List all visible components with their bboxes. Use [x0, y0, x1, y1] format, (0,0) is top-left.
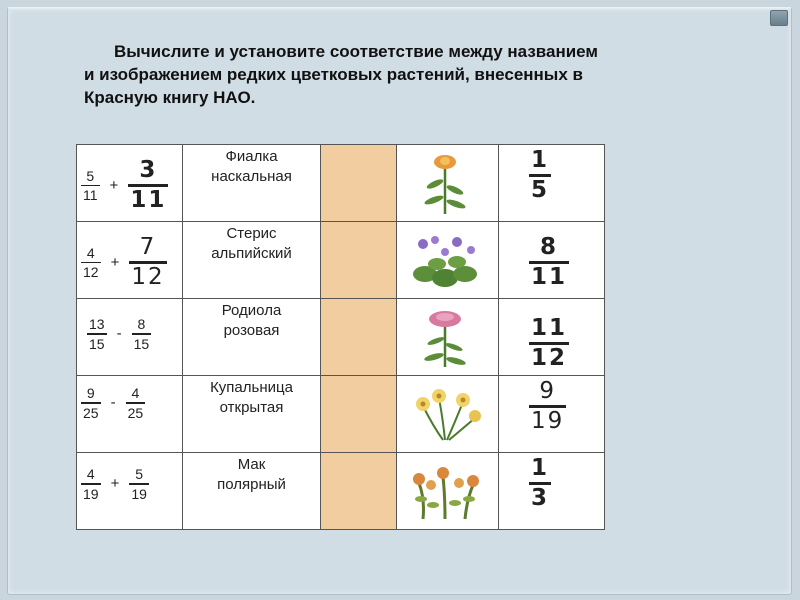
operator: -: [110, 394, 116, 412]
plant-name-cell: [183, 453, 321, 530]
operator: +: [109, 176, 119, 194]
plant-name-line: Мак: [237, 456, 266, 473]
plant-name-cell: [183, 222, 321, 299]
result-cell: [499, 376, 605, 453]
slide-top-highlight: [8, 7, 791, 11]
plant-name-cell: [183, 145, 321, 222]
plant-image-cell: [397, 222, 499, 299]
plant-name-line: полярный: [217, 476, 286, 493]
plant-name-line: Родиола: [221, 302, 282, 319]
expression-cell: [77, 222, 183, 299]
matching-table: [76, 144, 605, 530]
table-row: [77, 453, 605, 530]
fraction: $\frac{8}{15}$: [133, 316, 150, 352]
plant-name-line: розовая: [223, 322, 280, 339]
result-fraction: $\frac{9}{19}$: [531, 378, 565, 434]
result-fraction: $\frac{11}{12}$: [531, 315, 568, 371]
fraction: $\frac{3}{11}$: [130, 157, 167, 213]
flower-orange-icon[interactable]: [403, 149, 487, 217]
task-title: Вычислите и установите соответствие между названием и изображением редких цветковых растений, внесенных в Красную книгу НАО.: [84, 42, 598, 107]
plant-name-cell: [183, 376, 321, 453]
plant-image-cell: [397, 453, 499, 530]
fraction: $\frac{5}{11}$: [83, 167, 98, 203]
operator: -: [116, 325, 122, 343]
slide-corner-button[interactable]: [770, 10, 788, 26]
fraction: $\frac{13}{15}$: [89, 316, 105, 352]
result-cell: [499, 145, 605, 222]
red-succulent-icon[interactable]: [403, 457, 487, 525]
result-cell: [499, 222, 605, 299]
answer-blank-cell[interactable]: [321, 222, 397, 299]
operator: +: [110, 475, 120, 493]
fraction: $\frac{7}{12}$: [131, 234, 165, 290]
fraction: $\frac{5}{19}$: [131, 466, 147, 502]
fraction: $\frac{4}{12}$: [83, 244, 99, 280]
expression-cell: [77, 453, 183, 530]
plant-image-cell: [397, 145, 499, 222]
plant-name-line: Купальница: [210, 379, 293, 396]
plant-name-cell: [183, 299, 321, 376]
answer-blank-cell[interactable]: [321, 145, 397, 222]
result-fraction: $\frac{1}{5}$: [531, 147, 550, 203]
table-row: [77, 222, 605, 299]
plant-name-line: альпийский: [211, 245, 292, 262]
expression-cell: [77, 376, 183, 453]
expression-cell: [77, 145, 183, 222]
expression-cell: [77, 299, 183, 376]
fraction: $\frac{4}{25}$: [127, 385, 144, 421]
result-fraction: $\frac{1}{3}$: [531, 455, 550, 511]
result-cell: [499, 299, 605, 376]
table-row: [77, 376, 605, 453]
plant-image-cell: [397, 299, 499, 376]
plant-image-cell: [397, 376, 499, 453]
yellow-flowers-icon[interactable]: [403, 380, 487, 448]
pink-flower-icon[interactable]: [403, 303, 487, 371]
operator: +: [110, 253, 120, 271]
fraction: $\frac{4}{19}$: [83, 466, 99, 502]
answer-blank-cell[interactable]: [321, 453, 397, 530]
violet-flowers-icon[interactable]: [403, 226, 487, 294]
result-cell: [499, 453, 605, 530]
plant-name-line: Стерис: [226, 225, 277, 242]
answer-blank-cell[interactable]: [321, 299, 397, 376]
result-fraction: $\frac{8}{11}$: [531, 234, 568, 290]
table-row: [77, 299, 605, 376]
plant-name-line: Фиалка: [225, 148, 278, 165]
fraction: $\frac{9}{25}$: [83, 385, 99, 421]
plant-name-line: наскальная: [211, 168, 292, 185]
plant-name-line: открытая: [219, 399, 284, 416]
table-row: [77, 145, 605, 222]
answer-blank-cell[interactable]: [321, 376, 397, 453]
